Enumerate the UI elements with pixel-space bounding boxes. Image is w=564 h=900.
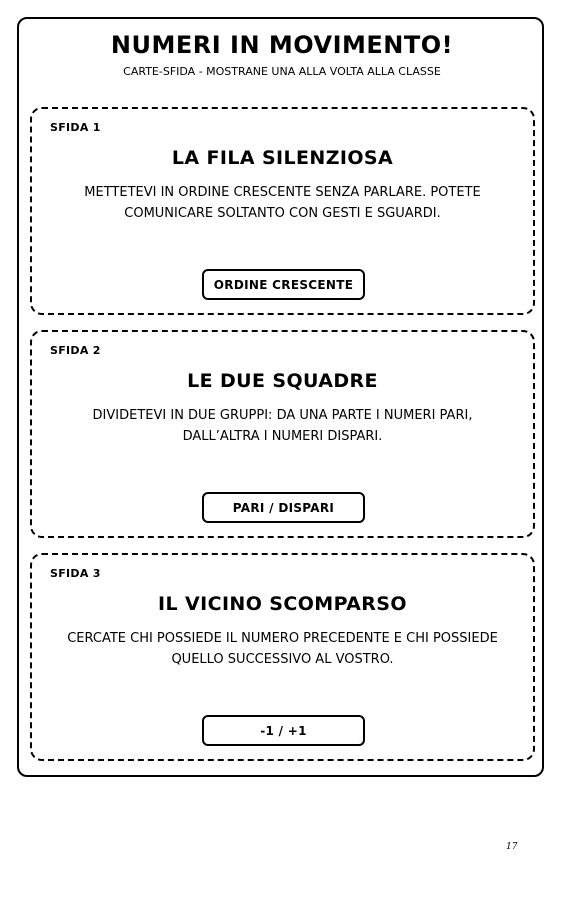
card-instructions: CERCATE CHI POSSIEDE IL NUMERO PRECEDENTE E CHI POSSIEDE QUELLO SUCCESSIVO AL VOSTRO. bbox=[67, 631, 498, 667]
card-tag-badge: ORDINE CRESCENTE bbox=[202, 269, 365, 300]
page-title: NUMERI IN MOVIMENTO! bbox=[110, 31, 454, 59]
page-number: 17 bbox=[506, 842, 518, 852]
card-tag-badge: -1 / +1 bbox=[202, 715, 365, 746]
challenge-card-1 bbox=[30, 107, 535, 315]
card-label: SFIDA 1 bbox=[50, 121, 101, 134]
card-instructions: METTETEVI IN ORDINE CRESCENTE SENZA PARLARE. POTETE COMUNICARE SOLTANTO CON GESTI E SGUARDI. bbox=[84, 185, 481, 221]
page-subtitle: CARTE-SFIDA - MOSTRANE UNA ALLA VOLTA ALLA CLASSE bbox=[123, 65, 441, 78]
card-title: LE DUE SQUADRE bbox=[187, 370, 378, 392]
card-label: SFIDA 3 bbox=[50, 567, 101, 580]
card-label: SFIDA 2 bbox=[50, 344, 101, 357]
card-tag-badge: PARI / DISPARI bbox=[202, 492, 365, 523]
card-title: LA FILA SILENZIOSA bbox=[171, 147, 394, 169]
card-instructions: DIVIDETEVI IN DUE GRUPPI: DA UNA PARTE I NUMERI PARI, DALL’ALTRA I NUMERI DISPARI. bbox=[92, 408, 473, 444]
challenge-card-3 bbox=[30, 553, 535, 761]
card-title: IL VICINO SCOMPARSO bbox=[158, 593, 407, 615]
challenge-card-2 bbox=[30, 330, 535, 538]
